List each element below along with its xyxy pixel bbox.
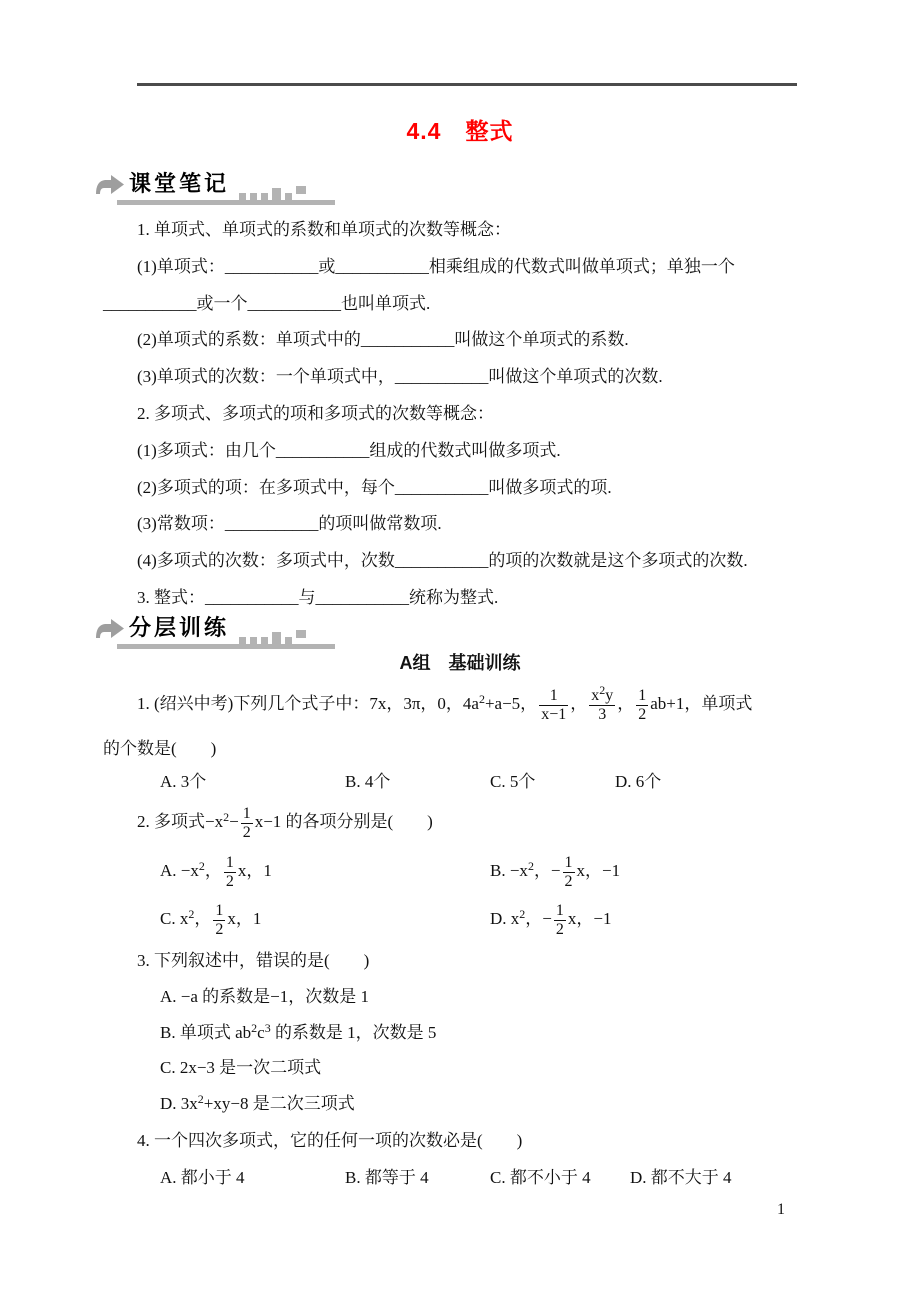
option-b: B. 单项式 $ab^2c^3$ 的系数是 1，次数是 5 [160, 1021, 437, 1042]
note-line: 1. 单项式、单项式的系数和单项式的次数等概念： [137, 220, 511, 239]
option-d: D. 都不大于 4 [630, 1168, 732, 1187]
header-rule [137, 83, 797, 86]
note-line: (3)单项式的次数：一个单项式中，___________叫做这个单项式的次数. [137, 367, 663, 387]
option-c: C. 都不小于 4 [490, 1168, 591, 1187]
question-2-options-row-1 [160, 846, 866, 896]
option-c: C. $x^2$， $\frac{1}{2}$ x，1 [160, 901, 262, 938]
option-b: B. $-x^2$，− $\frac{1}{2}$ x，−1 [490, 853, 621, 890]
question-1-options [160, 770, 866, 794]
note-line: (2)多项式的项：在多项式中，每个___________叫做多项式的项. [137, 477, 612, 497]
page-title: 4.4 整式 [406, 118, 514, 144]
option-a: A. −a 的系数是−1，次数是 1 [160, 987, 369, 1006]
note-line: (3)常数项：___________的项叫做常数项. [137, 514, 442, 534]
curved-arrow-icon [95, 618, 125, 640]
option-c: C. 5个 [490, 772, 536, 791]
question-2-options-row-2 [160, 894, 866, 944]
option-b: B. 都等于 4 [345, 1168, 429, 1187]
deco-blocks-icon [239, 183, 306, 200]
option-a: A. 都小于 4 [160, 1168, 245, 1187]
question-3-stem: 3. 下列叙述中，错误的是( ) [137, 951, 370, 970]
note-line: (1)多项式：由几个___________组成的代数式叫做多项式. [137, 440, 561, 460]
deco-blocks-icon [239, 627, 306, 644]
note-line: (2)单项式的系数：单项式中的___________叫做这个单项式的系数. [137, 330, 629, 350]
question-1-stem: 1. (绍兴中考)下列几个式子中：7x，3π，0，$4a^2+a-5$， $\frac{1}{x-1}$ ， $\frac{x^2y}{3}$ ， $\frac{1}{2}$ ab+1，单项式 [137, 682, 753, 723]
option-d: D. $x^2$，− $\frac{1}{2}$ x，−1 [490, 901, 612, 938]
option-d: D. $3x^2+xy-8$ 是二次三项式 [160, 1092, 355, 1113]
option-a: A. $-x^2$， $\frac{1}{2}$ x，1 [160, 853, 272, 890]
note-line: ___________或一个___________也叫单项式. [103, 293, 431, 313]
option-d: D. 6个 [615, 772, 662, 791]
note-line: 3. 整式：___________与___________统称为整式. [137, 587, 499, 607]
curved-arrow-icon [95, 174, 125, 196]
banner-underline [117, 200, 335, 205]
section-title-training: 分层训练 [129, 615, 230, 640]
note-line: (1)单项式：___________或___________相乘组成的代数式叫做单项式；单独一个 [137, 256, 735, 276]
section-title-notes: 课堂笔记 [129, 171, 230, 196]
question-4-options [160, 1166, 866, 1190]
notes-section [103, 212, 805, 617]
question-4-stem: 4. 一个四次多项式，它的任何一项的次数必是( ) [137, 1131, 523, 1150]
section-banner-notes [95, 165, 375, 213]
question-2-stem: 2. 多项式$-x^2-$ $\frac{1}{2}$ x−1 的各项分别是( ) [137, 804, 433, 841]
option-a: A. 3个 [160, 772, 207, 791]
note-line: (4)多项式的次数：多项式中，次数___________的项的次数就是这个多项式的次数. [137, 551, 748, 571]
group-title: A组 基础训练 [399, 653, 521, 673]
option-c: C. 2x−3 是一次二项式 [160, 1058, 322, 1077]
page-number: 1 [777, 1201, 785, 1218]
question-1-stem-continuation: 的个数是( ) [103, 739, 217, 758]
note-line: 2. 多项式、多项式的项和多项式的次数等概念： [137, 403, 494, 423]
option-b: B. 4个 [345, 772, 391, 791]
